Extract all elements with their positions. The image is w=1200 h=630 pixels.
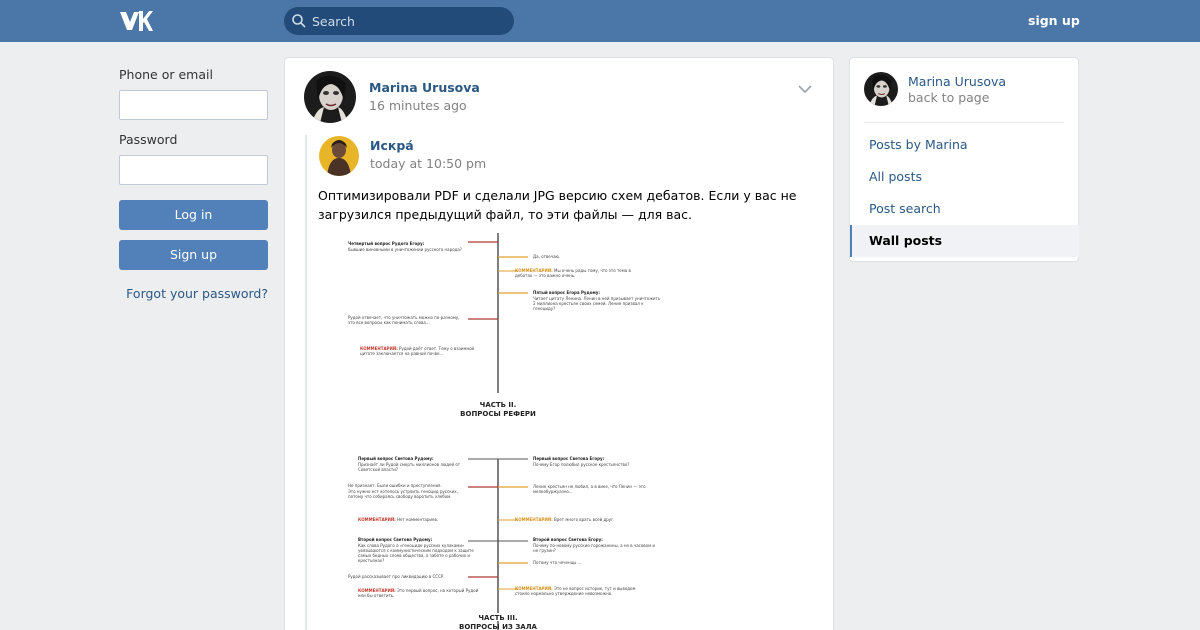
sidebar-avatar[interactable]: [864, 72, 898, 106]
signup-link[interactable]: sign up: [1028, 13, 1080, 28]
back-to-page-link[interactable]: back to page: [908, 90, 990, 105]
scheme-left-block: Рудой отвечает, что уничтожать можно по-разному, это все вопросы как понимать слова...: [348, 315, 460, 325]
scheme-left-block: Рудой рассказывает про ликвидацию в СССР.: [348, 574, 445, 579]
password-input[interactable]: [119, 155, 268, 185]
password-label: Password: [119, 132, 178, 147]
group-name[interactable]: Искра́: [370, 138, 414, 153]
scheme-text: бывшие виновными в уничтожении русского народа?: [348, 247, 462, 252]
signup-button[interactable]: Sign up: [119, 240, 268, 270]
chevron-down-icon[interactable]: [798, 85, 812, 94]
scheme-left-block: Первый вопрос Светова Рудому:: [358, 456, 434, 461]
group-avatar[interactable]: [319, 136, 359, 176]
top-bar: [0, 0, 1200, 42]
author-avatar[interactable]: [304, 71, 356, 123]
scheme-text: Как слова Рудого о «геноциде русских кулаками» увязываются с коммунистическим подходом к защите самых бедных слоев общества, о заботе о рабочих и крестьянах?: [358, 543, 474, 563]
scheme-comment: КОММЕНТАРИЙ: Это не вопрос историк, тут и выводом стоило нормально утверждение невозможно.: [515, 586, 636, 596]
repost-bar: [305, 135, 307, 630]
sidebar-item-posts-by-marina[interactable]: Posts by Marina: [869, 137, 968, 152]
scheme-right-block: Потому что чеченцы ...: [533, 560, 582, 565]
post-card: [284, 57, 834, 630]
scheme-right-block: Да, отвечаю.: [533, 254, 561, 259]
scheme-left-block: Четвертый вопрос Рудого Егору:: [348, 241, 425, 246]
search-box[interactable]: [284, 7, 514, 35]
sidebar-item-all-posts[interactable]: All posts: [869, 169, 922, 184]
scheme-comment: КОММЕНТАРИЙ: Врет много врать всей друг.: [515, 517, 615, 522]
scheme-part3-subtitle: ВОПРОСЫ ИЗ ЗАЛА: [459, 623, 537, 630]
post-time[interactable]: 16 minutes ago: [369, 98, 467, 113]
scheme-comment: КОММЕНТАРИЙ: Это первый вопрос, на который Рудой или бы ответить.: [358, 588, 479, 598]
scheme-text: Признаёт ли Рудой смерть миллионов людей от Советской власти?: [358, 462, 461, 472]
search-input[interactable]: [312, 7, 507, 35]
scheme-text: Это нужно ест хотелось устроить геноцид русских, потому что собираясь свободу воротить хлебом.: [348, 489, 458, 499]
scheme-comment: КОММЕНТАРИЙ: Рудой даёт ответ. Тему о взаимной цитате заключается на равной почве...: [360, 346, 475, 356]
scheme-text: Почему Егор полюбил русское крестьянство?: [533, 462, 630, 467]
sidebar-name[interactable]: Marina Urusova: [908, 74, 1007, 89]
divider: [864, 122, 1064, 123]
login-button[interactable]: Log in: [119, 200, 268, 230]
scheme-comment: КОММЕНТАРИЙ: Мы очень рады тому, что это тема в дебатах — это важно очень.: [515, 268, 631, 278]
scheme-part2-title: ЧАСТЬ II.: [479, 401, 517, 409]
forgot-password-link[interactable]: Forgot your password?: [126, 286, 268, 301]
post-author[interactable]: Marina Urusova: [369, 80, 480, 95]
group-time[interactable]: today at 10:50 pm: [370, 156, 487, 171]
sidebar: [849, 57, 1079, 262]
scheme-part3-title: ЧАСТЬ III.: [478, 614, 518, 622]
scheme-right-block: Первый вопрос Светова Егору:: [533, 456, 605, 461]
sidebar-item-post-search[interactable]: Post search: [869, 201, 941, 216]
vk-logo-icon[interactable]: [119, 10, 153, 32]
scheme-left-block: Второй вопрос Светова Рудому:: [358, 537, 433, 542]
scheme-right-block: Второй вопрос Светова Егору:: [533, 537, 603, 542]
debate-scheme-image[interactable]: [318, 233, 678, 630]
sidebar-item-wall-posts[interactable]: Wall posts: [850, 225, 1079, 257]
phone-input[interactable]: [119, 90, 268, 120]
scheme-right-block: Пятый вопрос Егора Рудому:: [533, 290, 600, 295]
scheme-text: Почему по-новому русские горожанины, а не в часовом и не грузин?: [533, 543, 655, 553]
phone-label: Phone or email: [119, 67, 213, 82]
scheme-right-block: Ленин крестьян не любил, а в вике, что Ленин — это мелкобуржуазно...: [533, 484, 646, 494]
scheme-left-block: Не признает. Были ошибки и преступления.: [348, 483, 442, 488]
scheme-text: Читает цитату Ленина. Ленин в ней призывает уничтожить 2 миллиона крестьян своих семей. Ленин призвал к геноциду?: [533, 296, 661, 311]
post-text: Оптимизировали PDF и сделали JPG версию схем дебатов. Если у вас не загрузился предыдущий файл, то эти файлы — для вас.: [318, 188, 797, 222]
scheme-part2-subtitle: ВОПРОСЫ РЕФЕРИ: [460, 410, 536, 418]
scheme-comment: КОММЕНТАРИЙ: Нет комментариев.: [358, 517, 439, 522]
search-icon: [292, 14, 306, 28]
